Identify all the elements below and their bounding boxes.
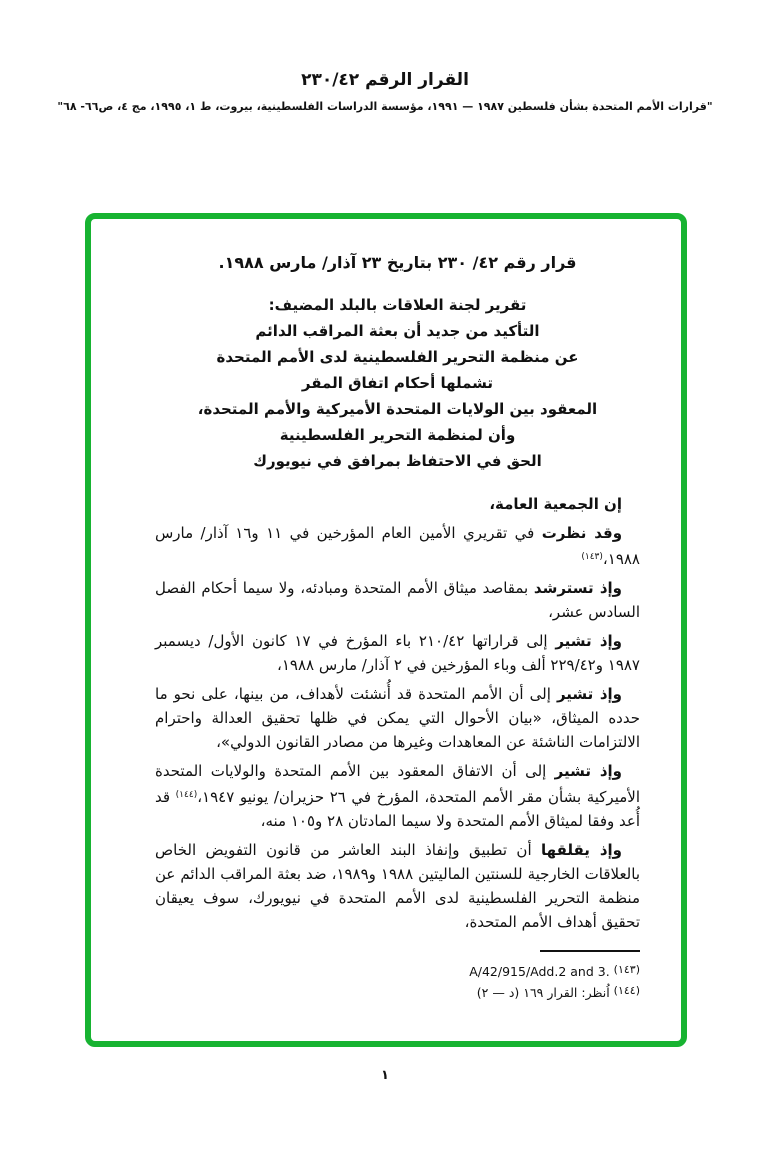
paragraph-text: قد أُعد وفقا لميثاق الأمم المتحدة ولا سيما المادتان ٢٨ و١٠٥ منه، <box>155 788 640 830</box>
paragraph-lead: وإذ تشير <box>555 632 622 650</box>
resolution-body <box>155 492 640 934</box>
page-number: ١ <box>381 1068 389 1083</box>
page-title: القرار الرقم ٢٣٠/٤٢ <box>301 70 469 90</box>
page-header <box>0 70 770 113</box>
footnote-marker: (١٤٣) <box>613 963 640 976</box>
paragraph-lead: وإذ تسترشد <box>533 579 622 597</box>
paragraph-lead: إن الجمعية العامة، <box>489 495 622 513</box>
footnote-text: اُنظر: القرار ١٦٩ (د — ٢) <box>476 985 610 1000</box>
source-citation: "قرارات الأمم المتحدة بشأن فلسطين ١٩٨٧ — ١٩٩١، مؤسسة الدراسات الفلسطينية، بيروت، ط ١، ١٩٩٥، مج ٤، ص٦٦- ٦٨" <box>57 100 713 113</box>
footnote-144 <box>155 981 640 1002</box>
heading-line: التأكيد من جديد أن بعثة المراقب الدائم <box>255 322 540 340</box>
footnote-143 <box>155 960 640 981</box>
heading-line: الحق في الاحتفاظ بمرافق في نيويورك <box>253 452 542 470</box>
footnote-divider <box>540 950 640 952</box>
paragraph-text: إلى قراراتها ٢١٠/٤٢ باء المؤرخ في ١٧ كانون الأول/ ديسمبر ١٩٨٧ و٢٢٩/٤٢ ألف وباء المؤرخين في ٢ آذار/ مارس ١٩٨٨، <box>155 632 640 674</box>
paragraph <box>155 838 640 934</box>
heading-line: تشملها أحكام اتفاق المقر <box>301 374 494 392</box>
paragraph-lead: وقد نظرت <box>541 524 623 542</box>
heading-line: عن منظمة التحرير الفلسطينية لدى الأمم المتحدة <box>216 348 579 366</box>
document-content <box>91 219 681 934</box>
paragraph <box>155 682 640 754</box>
paragraph <box>155 492 640 516</box>
heading-line: وأن لمنظمة التحرير الفلسطينية <box>279 426 516 444</box>
footnote-ref-143: (١٤٣) <box>581 552 603 562</box>
paragraph <box>155 576 640 624</box>
footnote-ref-144: (١٤٤) <box>175 790 198 800</box>
footnote-text: A/42/915/Add.2 and 3. <box>469 964 610 979</box>
paragraph <box>155 629 640 677</box>
paragraph-text: في تقريري الأمين العام المؤرخين في ١١ و١٦ آذار/ مارس ١٩٨٨، <box>155 524 640 568</box>
paragraph <box>155 759 640 833</box>
paragraph-text: إلى أن الأمم المتحدة قد أُنشئت لأهداف، من بينها، على نحو ما حدده الميثاق، «بيان الأحوال التي يمكن في ظلها تحقيق العدالة واحترام الالتزامات الناشئة عن المعاهدات وغيرها من مصادر القانون الدولي»، <box>155 685 640 751</box>
footnote-marker: (١٤٤) <box>613 984 640 997</box>
report-heading <box>155 292 640 474</box>
paragraph-text: أن تطبيق وإنفاذ البند العاشر من قانون التفويض الخاص بالعلاقات الخارجية للسنتين الماليتين ١٩٨٨ و١٩٨٩، ضد بعثة المراقب الدائم عن منظمة التحرير الفلسطينية لدى الأمم المتحدة في نيويورك، سوف يعيقان تحقيق أهداف الأمم المتحدة، <box>155 841 640 931</box>
heading-line: المعقود بين الولايات المتحدة الأميركية والأمم المتحدة، <box>197 400 598 418</box>
footnotes <box>91 960 681 1002</box>
document-frame <box>85 213 687 1047</box>
paragraph-lead: وإذ تشير <box>556 685 622 703</box>
paragraph-text: بمقاصد ميثاق الأمم المتحدة ومبادئه، ولا سيما أحكام الفصل السادس عشر، <box>155 579 640 621</box>
paragraph-text: إلى أن الاتفاق المعقود بين الأمم المتحدة والولايات المتحدة الأميركية بشأن مقر الأمم المتحدة، المؤرخ في ٢٦ حزيران/ يونيو ١٩٤٧، <box>155 762 640 806</box>
heading-line: تقرير لجنة العلاقات بالبلد المضيف: <box>268 296 527 314</box>
resolution-title: قرار رقم ٤٢/ ٢٣٠ بتاريخ ٢٣ آذار/ مارس ١٩٨٨. <box>218 253 577 272</box>
paragraph-lead: وإذ يقلقها <box>541 841 622 859</box>
paragraph-lead: وإذ تشير <box>554 762 622 780</box>
paragraph <box>155 521 640 571</box>
